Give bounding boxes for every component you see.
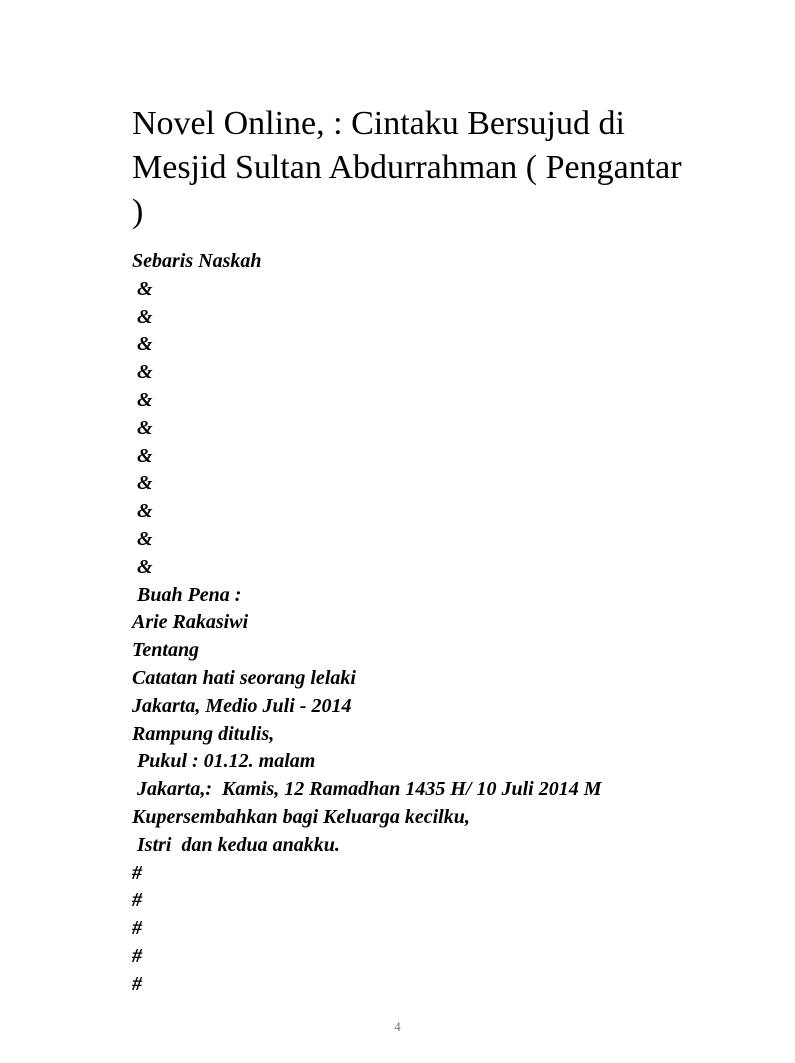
body-line: & (132, 333, 153, 356)
body-line: & (132, 361, 153, 384)
body-line: Jakarta, Medio Juli - 2014 (132, 694, 352, 717)
body-line: # (132, 944, 142, 967)
body-line: Pukul : 01.12. malam (132, 750, 316, 773)
body-line: & (132, 277, 153, 300)
body-line: # (132, 972, 142, 995)
body-line: Kupersembahkan bagi Keluarga kecilku, (132, 805, 470, 828)
body-line: Arie Rakasiwi (132, 611, 249, 634)
body-line: # (132, 889, 142, 912)
body-line: # (132, 917, 142, 940)
page-number: 4 (394, 1019, 401, 1034)
body-line: Jakarta,: Kamis, 12 Ramadhan 1435 H/ 10 Juli 2014 M (132, 778, 602, 801)
body-line: Sebaris Naskah (132, 250, 262, 272)
body-line: Buah Pena : (132, 583, 242, 606)
body-line: & (132, 305, 153, 328)
body-line: Rampung ditulis, (132, 722, 275, 745)
body-line: Catatan hati seorang lelaki (132, 666, 356, 689)
body-line: & (132, 500, 153, 523)
body-line: Istri dan kedua anakku. (132, 833, 340, 856)
body-line: & (132, 444, 153, 467)
body-line: & (132, 472, 153, 495)
body-line: Tentang (132, 639, 200, 662)
body-line: & (132, 388, 153, 411)
body-line: & (132, 555, 153, 578)
body-line: & (132, 527, 153, 550)
page-title: Novel Online, : Cintaku Bersujud di Mesjid Sultan Abdurrahman ( Pengantar ) (132, 105, 682, 230)
body-line: & (132, 416, 153, 439)
body-line: # (132, 861, 142, 884)
document-body (132, 248, 602, 999)
